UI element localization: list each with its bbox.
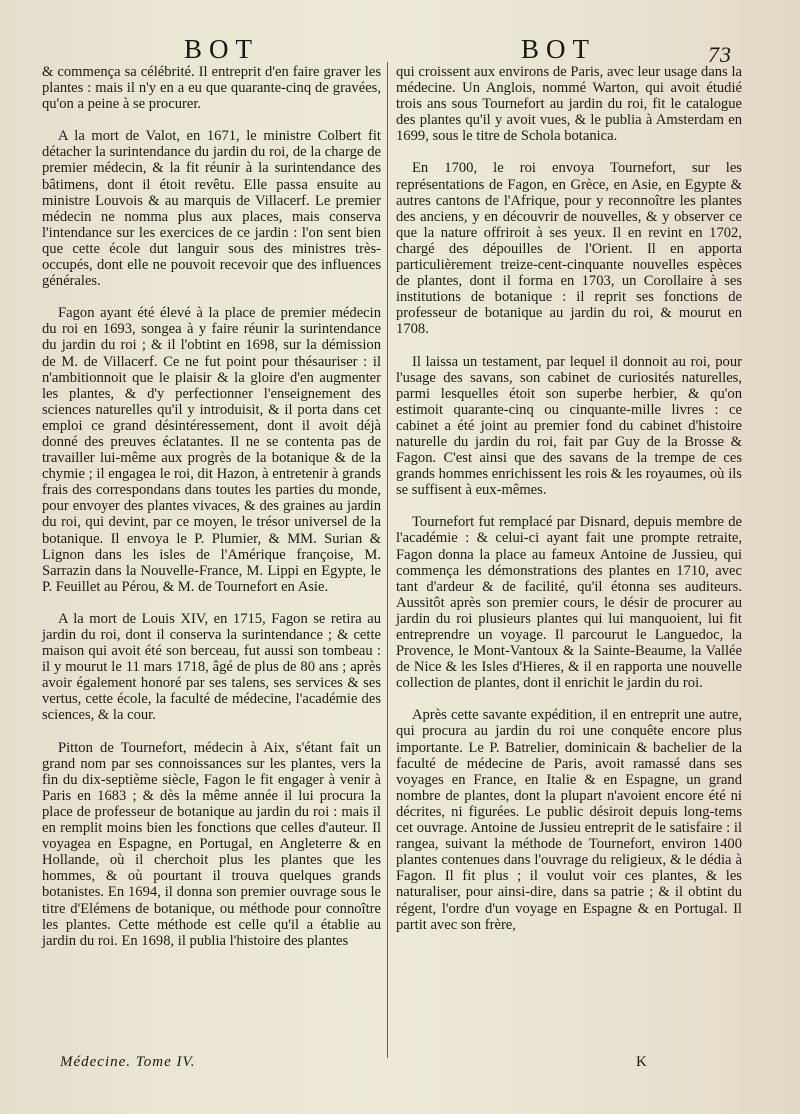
paragraph: Tournefort fut remplacé par Disnard, depuis membre de l'académie : & celui-ci ayant fait une prompte retraite, Fagon donna la place au fameux Antoine de Jussieu, qui commença les démonstrations des plantes en 1710, avec tant d'ardeur & de facilité, qu'il étonna ses auditeurs. Aussitôt après son premier cours, le désir de procurer au jardin du roi plusieurs plantes qui lui manquoient, lui fit entreprendre un voyage. Il parcourut le Languedoc, la Provence, le Mont-Vantoux & la Sainte-Beaume, la Vallée de Nice & les Isles d'Hieres, & il en rapporta une nouvelle collection de plantes, dont il enrichit le jardin du roi. xyxy=(396,514,742,692)
signature-mark: K xyxy=(636,1054,647,1070)
paragraph: & commença sa célébrité. Il entreprit d'en faire graver les plantes : mais il n'y en a eu que quarante-cinq de gravées, qu'on a peine à se procurer. xyxy=(42,64,381,113)
running-head-left: BOT xyxy=(184,34,259,64)
left-column xyxy=(42,64,381,965)
footer-volume: Médecine. Tome IV. xyxy=(60,1054,196,1070)
page-number: 73 xyxy=(708,42,732,67)
paragraph: A la mort de Valot, en 1671, le ministre Colbert fit détacher la surintendance du jardin du roi, de la charge de premier médecin, & la fit réunir à la surintendance des bâtimens, dont il étoit revêtu. Elle passa ensuite au ministre Louvois & au marquis de Villacerf. Le premier médecin ne nomma plus aux places, mais conserva l'intendance sur les exercices de ce jardin : l'on sent bien que cette école dut languir sous des ministres très-occupés, dont elle ne pouvoit recevoir que des influences générales. xyxy=(42,128,381,290)
right-column xyxy=(396,64,742,949)
paragraph: Il laissa un testament, par lequel il donnoit au roi, pour l'usage des savans, son cabinet de curiosités naturelles, parmi lesquelles étoit son superbe herbier, & qu'on estimoit quarante-cinq ou cinquante-mille livres : ce cabinet a été joint au premier fond du cabinet d'histoire naturelle du jardin du roi, fait par Guy de la Brosse & Fagon. C'est ainsi que des savans de la trempe de ces grands hommes enrichissent les rois & les royaumes, où ils se suffisent à eux-mêmes. xyxy=(396,353,742,499)
running-head-right: BOT xyxy=(521,34,596,64)
paragraph: A la mort de Louis XIV, en 1715, Fagon se retira au jardin du roi, dont il conserva la surintendance ; & cette maison qui avoit été son berceau, fut aussi son tombeau : il y mourut le 11 mars 1718, âgé de plus de 80 ans ; après avoir également honoré par ses talens, ses services & ses vertus, cette école, la faculté de médecine, l'académie des sciences, & la cour. xyxy=(42,610,381,724)
paragraph: qui croissent aux environs de Paris, avec leur usage dans la médecine. Un Anglois, nommé Warton, qui avoit étudié trois ans sous Tournefort au jardin du roi, fit le catalogue des plantes qu'il y avoit vues, & le publia à Amsterdam en 1699, sous le titre de Schola botanica. xyxy=(396,64,742,145)
paragraph: Pitton de Tournefort, médecin à Aix, s'étant fait un grand nom par ses connoissances sur les plantes, vers la fin du dix-septième siècle, Fagon le fit engager à venir à Paris en 1683 ; & dès la même année il lui procura la place de professeur de botanique au jardin du roi : mais il en remplit moins bien les fonctions que celles d'auteur. Il voyagea en Espagne, en Portugal, en Angleterre & en Hollande, où il cherchoit plus les plantes que les hommes, & où pourtant il trouva quelques grands botanistes. En 1694, il donna son premier ouvrage sous le titre d'Elémens de botanique, ou méthode pour connoître les plantes. Cette méthode est celle qu'il a établie au jardin du roi. En 1698, il publia l'histoire des plantes xyxy=(42,739,381,949)
paragraph: En 1700, le roi envoya Tournefort, sur les représentations de Fagon, en Grèce, en Asie, en Egypte & autres cantons de l'Afrique, pour y reconnoître les plantes des anciens, y en découvrir de nouvelles, & y observer ce que la nature offriroit à ses yeux. Il en revint en 1702, chargé des dépouilles de l'Orient. Il en apporta particulièrement treize-cent-cinquante nouvelles espèces de plantes, dont il forma en 1703, un Corollaire à ses institutions de botanique : il reprit ses fonctions de professeur de botanique au jardin du roi, & mourut en 1708. xyxy=(396,160,742,338)
column-divider xyxy=(387,62,388,1058)
paragraph: Fagon ayant été élevé à la place de premier médecin du roi en 1693, songea à y faire réunir la surintendance du jardin du roi ; & il l'obtint en 1698, sur la démission de M. de Villacerf. Ce ne fut point pour thésauriser : il n'ambitionnoit que le plaisir & la gloire d'en augmenter les plantes, & d'y perfectionner l'enseignement des sciences naturelles qu'il y introduisit, & il porta dans cet emploi ce grand désintéressement, dont il avoit déjà donné des preuves éclatantes. Il ne se contenta pas de travailler lui-même aux progrès de la botanique & de la chymie ; il engagea le roi, dit Hazon, à entretenir à grands frais des correspondans dans toutes les parties du monde, pour envoyer des plantes vivaces, & des graines au jardin du roi, qui devint, par ce moyen, le trésor universel de la botanique. Il envoya le P. Plumier, & MM. Surian & Lignon dans les isles de l'Amérique françoise, M. Sarrazin dans la Nouvelle-France, M. Lippi en Egypte, le P. Feuillet au Pérou, & M. de Tournefort en Asie. xyxy=(42,305,381,595)
paragraph: Après cette savante expédition, il en entreprit une autre, qui procura au jardin du roi une conquête encore plus importante. Le P. Batrelier, dominicain & bachelier de la faculté de médecine de Paris, avoit ramassé dans ses voyages en France, en Italie & en Espagne, un grand nombre de plantes, dont la plupart n'avoient encore été ni décrites, ni figurées. Le public désiroit depuis long-tems cet ouvrage. Antoine de Jussieu entreprit de le satisfaire : il rangea, suivant la méthode de Tournefort, environ 1400 plantes contenues dans l'ouvrage du religieux, & le dédia à Fagon. Il fit plus ; il voulut voir ces plantes, & les naturaliser, pour ainsi-dire, dans sa patrie ; & il obtint du régent, l'ordre d'un voyage en Espagne & en Portugal. Il partit avec son frère, xyxy=(396,707,742,933)
